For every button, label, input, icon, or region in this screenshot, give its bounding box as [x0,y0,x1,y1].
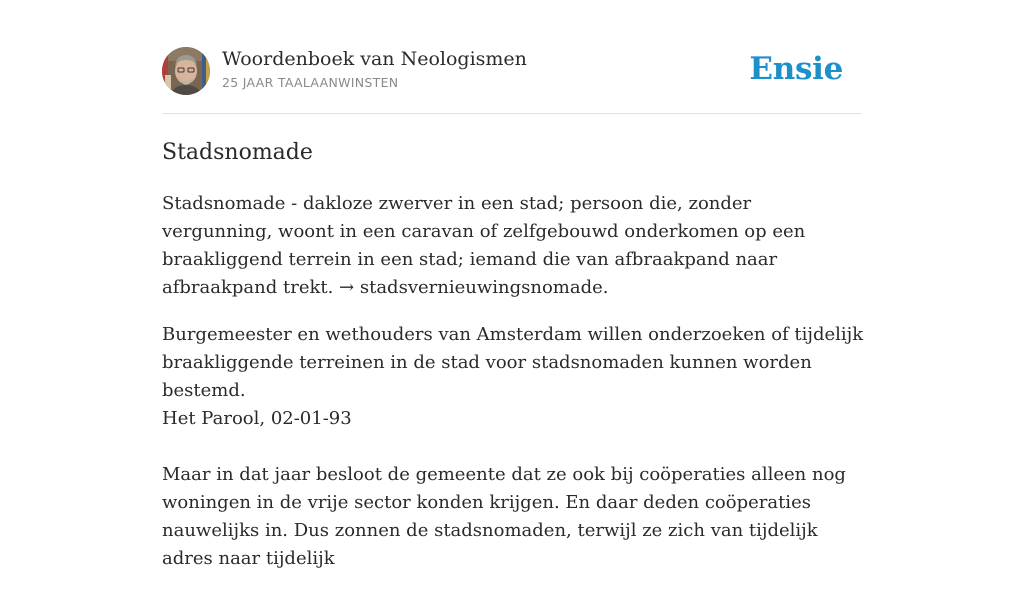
author-portrait-avatar-icon[interactable] [162,47,210,95]
site-subtitle: 25 JAAR TAALAANWINSTEN [222,75,399,90]
header-divider [162,113,862,114]
brand-logo[interactable]: Ensie [749,51,843,87]
site-header [162,47,862,95]
quote-paragraph: Maar in dat jaar besloot de gemeente dat ze ook bij coöperaties alleen nog woningen in de vrije sector konden krijgen. En daar deden coöperaties nauwelijks in. Dus zonnen de stadsnomaden, terwijl ze zich van tijdelijk adres naar tijdelijk [162,464,846,569]
definition-paragraph: Stadsnomade - dakloze zwerver in een stad; persoon die, zonder vergunning, woont in een caravan of zelfgebouwd onderkomen op een braakliggend terrein in een stad; iemand die van afbraakpand naar afbraakpand trekt. → stadsvernieuwingsnomade. [162,193,806,298]
article-body [162,190,866,592]
article-title: Stadsnomade [162,140,313,165]
site-title[interactable]: Woordenboek van Neologismen [222,48,527,70]
quote-paragraph: Burgemeester en wethouders van Amsterdam willen onderzoeken of tijdelijk braakliggende terreinen in de stad voor stadsnomaden kunnen worden bestemd. Het Parool, 02-01-93 [162,324,864,429]
